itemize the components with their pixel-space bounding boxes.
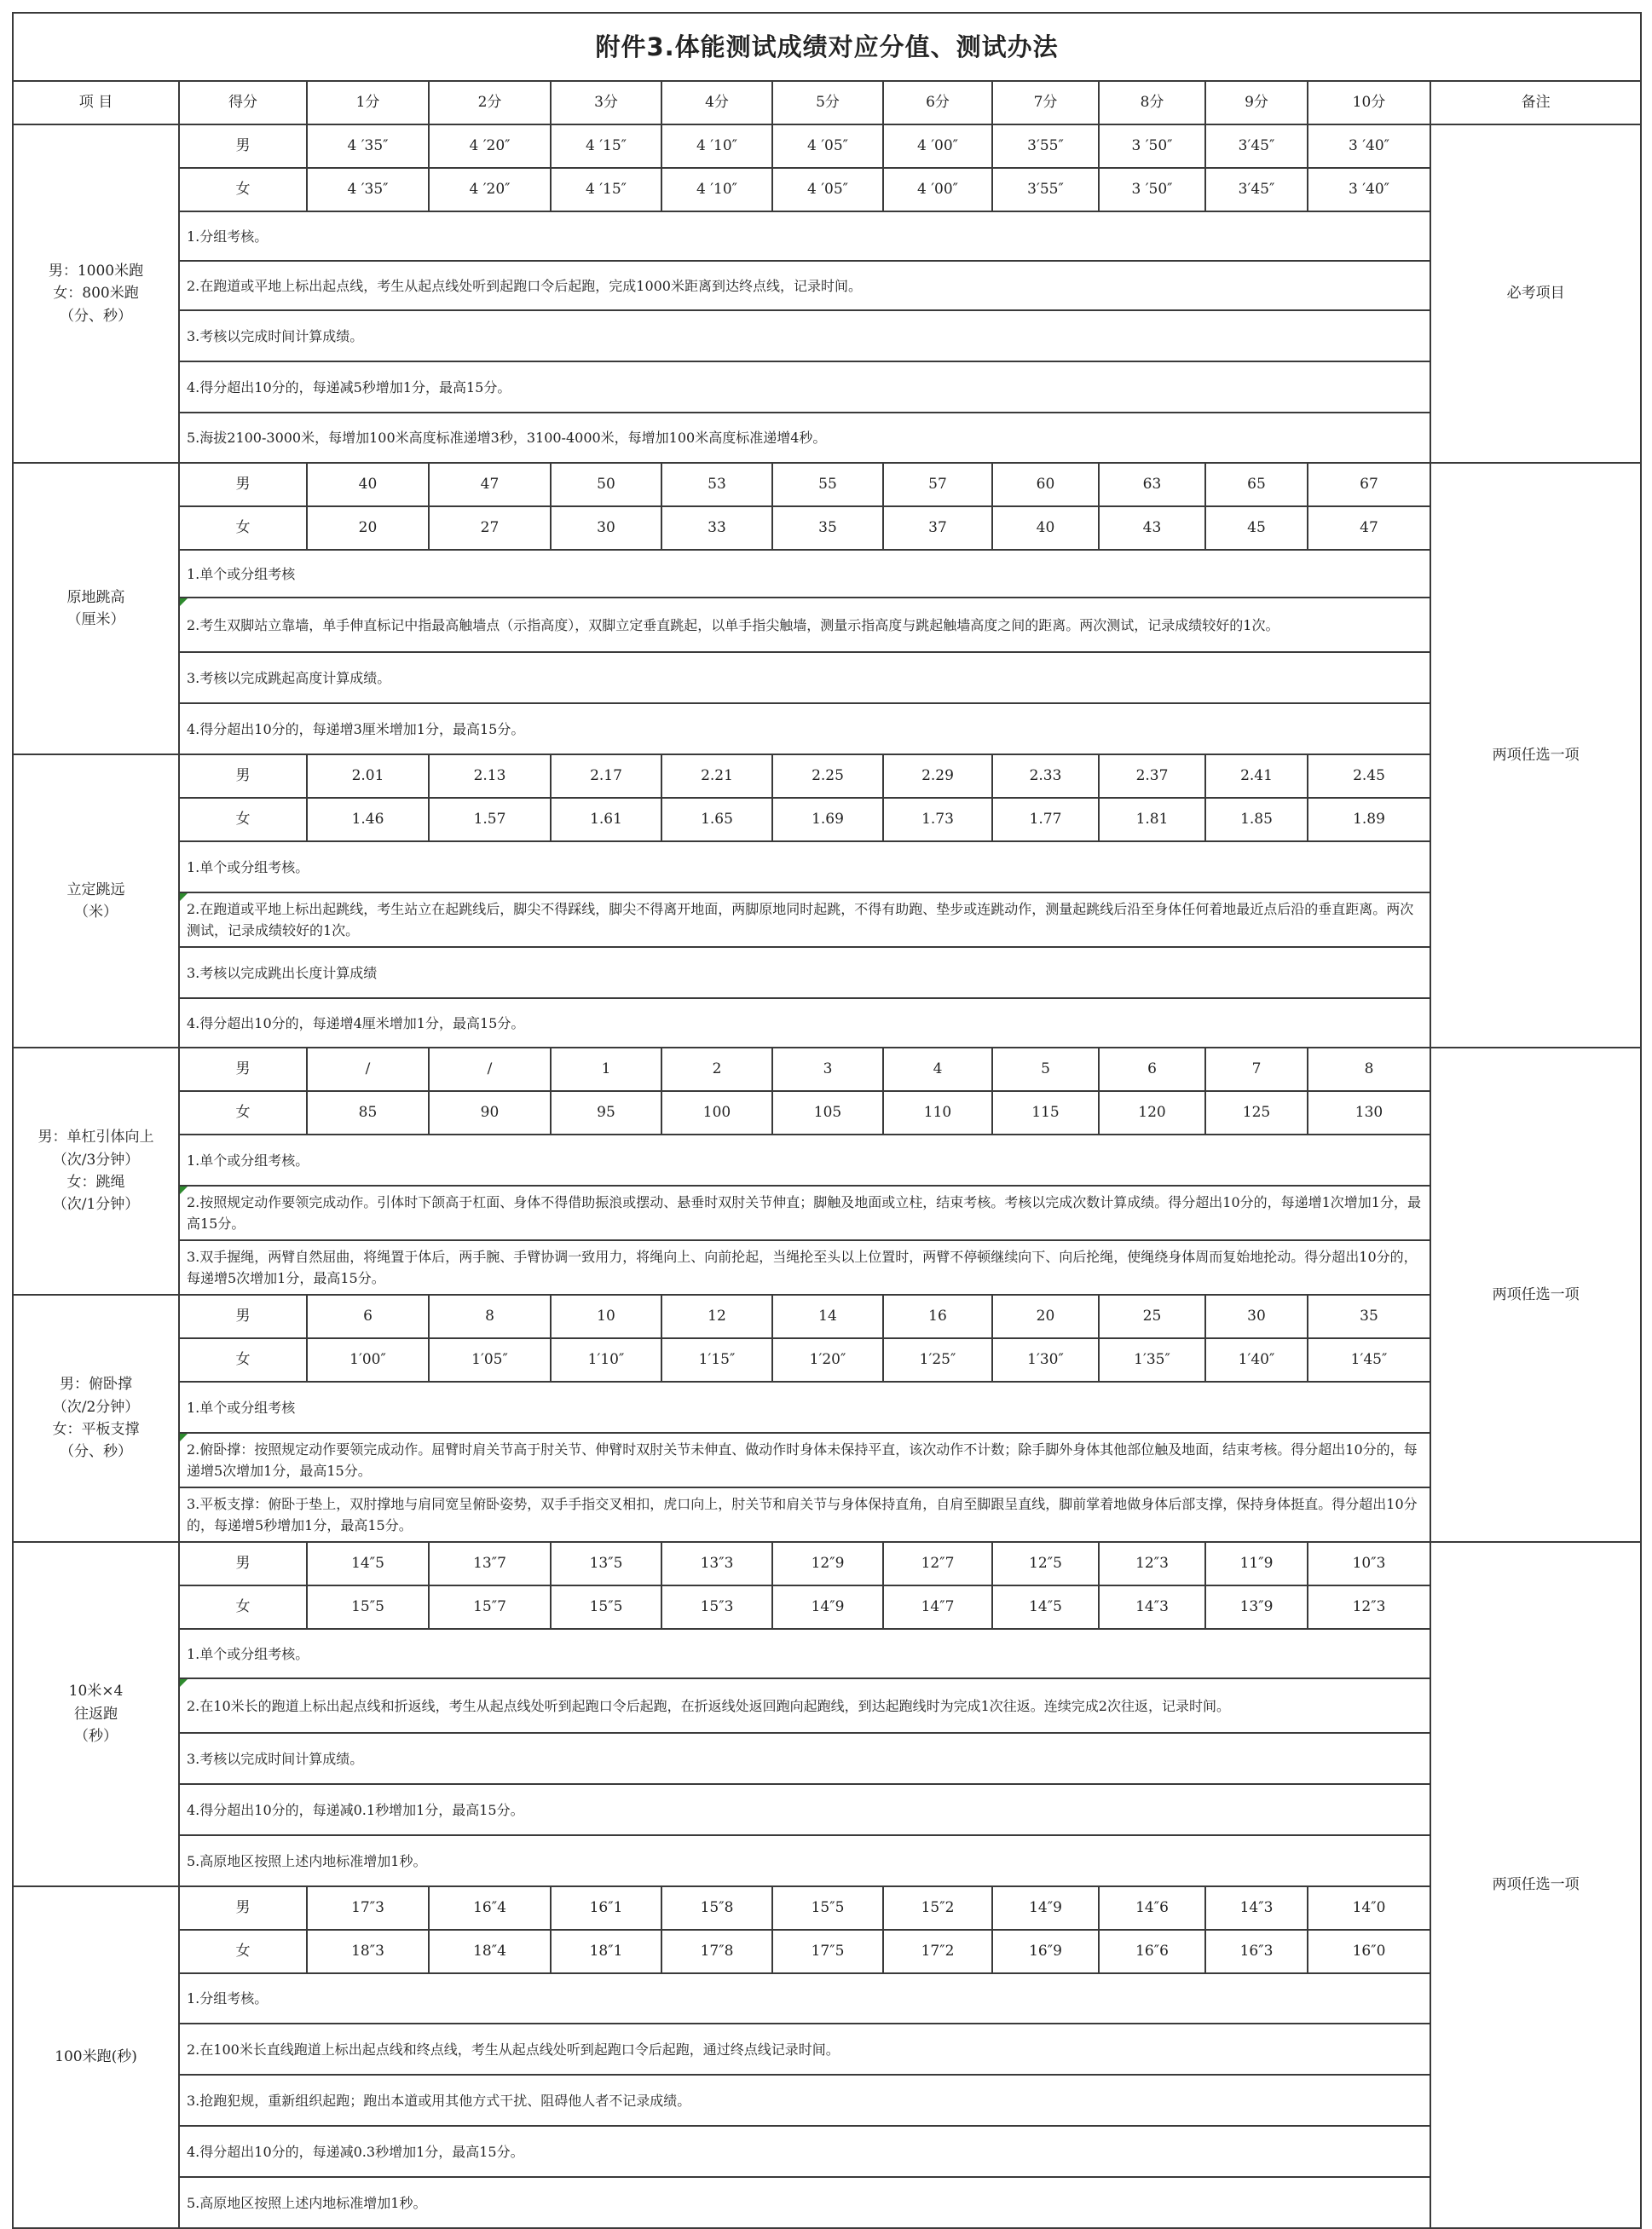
score-value: 85	[307, 1091, 429, 1135]
score-value: 14″0	[1308, 1886, 1430, 1930]
note-row	[13, 1487, 1641, 1542]
item-label: 男：单杠引体向上	[38, 1129, 154, 1146]
score-value: 105	[772, 1091, 883, 1135]
score-value: 2.41	[1205, 754, 1308, 798]
score-value: 4 ′15″	[551, 124, 661, 168]
score-value: 17″8	[661, 1930, 772, 1973]
test-method-note: 2.在跑道或平地上标出起点线，考生从起点线处听到起跑口令后起跑，完成1000米距离到达终点线，记录时间。	[179, 261, 1430, 310]
table-row	[13, 168, 1641, 211]
score-value: 13″5	[551, 1542, 661, 1585]
score-value: 14	[772, 1295, 883, 1338]
score-value: 47	[429, 463, 551, 506]
score-value: 35	[1308, 1295, 1430, 1338]
header-point: 2分	[429, 81, 551, 124]
gender-label: 男	[179, 463, 307, 506]
score-value: 4 ′20″	[429, 168, 551, 211]
score-value: 18″3	[307, 1930, 429, 1973]
score-value: 16″4	[429, 1886, 551, 1930]
header-point: 7分	[992, 81, 1099, 124]
note-row	[13, 892, 1641, 947]
score-value: 3	[772, 1048, 883, 1091]
remark-cell: 两项任选一项	[1430, 1542, 1641, 2228]
score-value: 4 ′00″	[883, 124, 992, 168]
note-row	[13, 998, 1641, 1048]
test-method-note: 1.分组考核。	[179, 1973, 1430, 2024]
score-value: 12″7	[883, 1542, 992, 1585]
test-method-note: 3.平板支撑：俯卧于垫上，双肘撑地与肩同宽呈俯卧姿势，双手手指交叉相扣，虎口向上，肘关节和肩关节与身体保持直角，自肩至脚跟呈直线，脚前掌着地做身体后部支撑，保持身体挺直。得分超出10分的，每递增5秒增加1分，最高15分。	[179, 1487, 1430, 1542]
score-value: 13″7	[429, 1542, 551, 1585]
score-value: 4 ′05″	[772, 168, 883, 211]
score-value: 4 ′35″	[307, 168, 429, 211]
test-method-note: 1.单个或分组考核。	[179, 1629, 1430, 1678]
score-value: 37	[883, 506, 992, 550]
gender-label: 女	[179, 1338, 307, 1382]
item-cell	[13, 463, 179, 754]
gender-label: 男	[179, 1886, 307, 1930]
score-value: 115	[992, 1091, 1099, 1135]
score-value: 4 ′35″	[307, 124, 429, 168]
score-value: 1	[551, 1048, 661, 1091]
score-value: 53	[661, 463, 772, 506]
test-method-note: 4.得分超出10分的，每递增4厘米增加1分，最高15分。	[179, 998, 1430, 1048]
gender-label: 女	[179, 506, 307, 550]
score-value: 2	[661, 1048, 772, 1091]
score-value: 90	[429, 1091, 551, 1135]
score-value: /	[307, 1048, 429, 1091]
score-value: 14″3	[1099, 1585, 1205, 1629]
note-row	[13, 2024, 1641, 2075]
score-value: 15″5	[307, 1585, 429, 1629]
item-cell	[13, 1295, 179, 1542]
score-value: 2.17	[551, 754, 661, 798]
remark-cell: 两项任选一项	[1430, 1048, 1641, 1542]
score-value: 65	[1205, 463, 1308, 506]
table-row	[13, 1585, 1641, 1629]
score-value: 2.25	[772, 754, 883, 798]
score-value: 1.81	[1099, 798, 1205, 841]
score-value: 25	[1099, 1295, 1205, 1338]
test-method-note: 5.海拔2100-3000米，每增加100米高度标准递增3秒，3100-4000米，每增加100米高度标准递增4秒。	[179, 413, 1430, 463]
table-row	[13, 1295, 1641, 1338]
header-score: 得分	[179, 81, 307, 124]
score-value: 3 ′50″	[1099, 168, 1205, 211]
item-label: （分、秒）	[60, 1443, 132, 1461]
note-row	[13, 1733, 1641, 1784]
test-method-note: 4.得分超出10分的，每递减0.3秒增加1分，最高15分。	[179, 2126, 1430, 2177]
score-value: 3′45″	[1205, 124, 1308, 168]
test-method-note: 3.抢跑犯规，重新组织起跑；跑出本道或用其他方式干扰、阻碍他人者不记录成绩。	[179, 2075, 1430, 2126]
item-label: （秒）	[74, 1728, 118, 1746]
table-row	[13, 1886, 1641, 1930]
note-row	[13, 2126, 1641, 2177]
gender-label: 女	[179, 1930, 307, 1973]
note-row	[13, 261, 1641, 310]
score-value: 27	[429, 506, 551, 550]
score-value: 110	[883, 1091, 992, 1135]
page-title: 附件3.体能测试成绩对应分值、测试办法	[13, 13, 1641, 81]
score-value: 1.61	[551, 798, 661, 841]
table-row	[13, 798, 1641, 841]
score-value: 14″5	[307, 1542, 429, 1585]
score-value: 6	[307, 1295, 429, 1338]
header-point: 9分	[1205, 81, 1308, 124]
score-value: 130	[1308, 1091, 1430, 1135]
test-method-note: 5.高原地区按照上述内地标准增加1秒。	[179, 1835, 1430, 1886]
score-value: 20	[307, 506, 429, 550]
item-cell	[13, 1886, 179, 2228]
header-point: 10分	[1308, 81, 1430, 124]
header-point: 6分	[883, 81, 992, 124]
note-row	[13, 2177, 1641, 2228]
gender-label: 女	[179, 1091, 307, 1135]
score-sheet	[12, 12, 1640, 2229]
item-label: 原地跳高	[66, 588, 125, 606]
score-value: 5	[992, 1048, 1099, 1091]
score-value: 4 ′10″	[661, 124, 772, 168]
score-value: 1.85	[1205, 798, 1308, 841]
score-value: 3′45″	[1205, 168, 1308, 211]
title-row	[13, 13, 1641, 81]
item-cell	[13, 754, 179, 1048]
note-row	[13, 1382, 1641, 1433]
table-row	[13, 506, 1641, 550]
note-row	[13, 1678, 1641, 1733]
score-value: 13″3	[661, 1542, 772, 1585]
test-method-note: 1.单个或分组考核。	[179, 1135, 1430, 1186]
note-row	[13, 598, 1641, 652]
score-value: 8	[429, 1295, 551, 1338]
score-value: 1.46	[307, 798, 429, 841]
item-cell	[13, 1542, 179, 1886]
score-value: 55	[772, 463, 883, 506]
score-value: 30	[1205, 1295, 1308, 1338]
header-point: 1分	[307, 81, 429, 124]
score-value: 1.89	[1308, 798, 1430, 841]
score-value: 17″3	[307, 1886, 429, 1930]
item-label: （米）	[74, 904, 118, 921]
score-value: 4 ′00″	[883, 168, 992, 211]
item-cell	[13, 1048, 179, 1295]
score-value: 6	[1099, 1048, 1205, 1091]
table-row	[13, 124, 1641, 168]
item-label: （厘米）	[66, 611, 125, 628]
item-label: 10米×4	[68, 1683, 124, 1701]
score-value: 30	[551, 506, 661, 550]
score-value: 2.13	[429, 754, 551, 798]
score-table	[12, 12, 1642, 2229]
score-value: 3 ′40″	[1308, 168, 1430, 211]
test-method-note: 4.得分超出10分的，每递减0.1秒增加1分，最高15分。	[179, 1784, 1430, 1835]
score-value: 15″5	[772, 1886, 883, 1930]
item-label: 女：平板支撑	[52, 1421, 140, 1438]
gender-label: 男	[179, 754, 307, 798]
gender-label: 男	[179, 1542, 307, 1585]
test-method-note: 2.按照规定动作要领完成动作。引体时下颌高于杠面、身体不得借助振浪或摆动、悬垂时双肘关节伸直；脚触及地面或立柱，结束考核。考核以完成次数计算成绩。得分超出10分的，每递增1次增加1分，最高15分。	[179, 1186, 1430, 1240]
score-value: 45	[1205, 506, 1308, 550]
header-item: 项 目	[13, 81, 179, 124]
score-value: 1.77	[992, 798, 1099, 841]
score-value: 120	[1099, 1091, 1205, 1135]
note-row	[13, 2075, 1641, 2126]
score-value: 12″9	[772, 1542, 883, 1585]
score-value: 3′55″	[992, 168, 1099, 211]
test-method-note: 5.高原地区按照上述内地标准增加1秒。	[179, 2177, 1430, 2228]
score-value: 1′05″	[429, 1338, 551, 1382]
test-method-note: 2.俯卧撑：按照规定动作要领完成动作。屈臂时肩关节高于肘关节、伸臂时双肘关节未伸直、做动作时身体未保持平直，该次动作不计数；除手脚外身体其他部位触及地面，结束考核。得分超出10分的，每递增5次增加1分，最高15分。	[179, 1433, 1430, 1487]
score-value: 20	[992, 1295, 1099, 1338]
score-value: 12″3	[1308, 1585, 1430, 1629]
item-label: 往返跑	[74, 1705, 118, 1723]
score-value: 14″3	[1205, 1886, 1308, 1930]
header-row	[13, 81, 1641, 124]
score-value: 18″1	[551, 1930, 661, 1973]
table-row	[13, 754, 1641, 798]
score-value: 4 ′05″	[772, 124, 883, 168]
test-method-note: 3.考核以完成时间计算成绩。	[179, 1733, 1430, 1784]
score-value: 12″5	[992, 1542, 1099, 1585]
test-method-note: 2.在跑道或平地上标出起跳线，考生站立在起跳线后，脚尖不得踩线，脚尖不得离开地面，两脚原地同时起跳，不得有助跑、垫步或连跳动作，测量起跳线后沿至身体任何着地最近点后沿的垂直距离。两次测试，记录成绩较好的1次。	[179, 892, 1430, 947]
score-value: 1.57	[429, 798, 551, 841]
score-value: 1′00″	[307, 1338, 429, 1382]
note-row	[13, 652, 1641, 703]
score-value: 17″2	[883, 1930, 992, 1973]
score-value: 14″9	[992, 1886, 1099, 1930]
score-value: 15″7	[429, 1585, 551, 1629]
item-label: 女：跳绳	[66, 1174, 125, 1191]
test-method-note: 3.考核以完成跳起高度计算成绩。	[179, 652, 1430, 703]
score-value: 1.73	[883, 798, 992, 841]
score-value: 1′45″	[1308, 1338, 1430, 1382]
score-value: 14″9	[772, 1585, 883, 1629]
table-row	[13, 463, 1641, 506]
score-value: 40	[307, 463, 429, 506]
note-row	[13, 1784, 1641, 1835]
test-method-note: 1.单个或分组考核	[179, 550, 1430, 598]
score-value: 12	[661, 1295, 772, 1338]
score-value: 11″9	[1205, 1542, 1308, 1585]
score-value: 15″2	[883, 1886, 992, 1930]
score-value: 67	[1308, 463, 1430, 506]
score-value: 12″3	[1099, 1542, 1205, 1585]
score-value: 4 ′10″	[661, 168, 772, 211]
score-value: 8	[1308, 1048, 1430, 1091]
table-row	[13, 1542, 1641, 1585]
score-value: 100	[661, 1091, 772, 1135]
test-method-note: 1.分组考核。	[179, 211, 1430, 261]
item-label: 立定跳远	[66, 881, 125, 898]
header-remark: 备注	[1430, 81, 1641, 124]
item-label: 100米跑(秒)	[55, 2048, 137, 2066]
score-value: 4 ′20″	[429, 124, 551, 168]
test-method-note: 2.考生双脚站立靠墙，单手伸直标记中指最高触墙点（示指高度），双脚立定垂直跳起，以单手指尖触墙，测量示指高度与跳起触墙高度之间的距离。两次测试，记录成绩较好的1次。	[179, 598, 1430, 652]
score-value: 1′30″	[992, 1338, 1099, 1382]
score-value: 16″0	[1308, 1930, 1430, 1973]
score-value: 16	[883, 1295, 992, 1338]
test-method-note: 3.考核以完成时间计算成绩。	[179, 310, 1430, 361]
score-value: 3 ′50″	[1099, 124, 1205, 168]
remark-cell: 两项任选一项	[1430, 463, 1641, 1048]
score-value: 2.29	[883, 754, 992, 798]
score-value: 1′25″	[883, 1338, 992, 1382]
item-label: 男：俯卧撑	[60, 1376, 132, 1394]
header-point: 4分	[661, 81, 772, 124]
score-value: 33	[661, 506, 772, 550]
score-value: 15″3	[661, 1585, 772, 1629]
item-cell	[13, 124, 179, 463]
score-value: 18″4	[429, 1930, 551, 1973]
score-value: 13″9	[1205, 1585, 1308, 1629]
score-value: 2.37	[1099, 754, 1205, 798]
gender-label: 女	[179, 1585, 307, 1629]
score-value: 10	[551, 1295, 661, 1338]
score-value: 3 ′40″	[1308, 124, 1430, 168]
score-value: 7	[1205, 1048, 1308, 1091]
score-value: 125	[1205, 1091, 1308, 1135]
score-value: 2.33	[992, 754, 1099, 798]
score-value: 16″6	[1099, 1930, 1205, 1973]
score-value: 16″1	[551, 1886, 661, 1930]
score-value: 4	[883, 1048, 992, 1091]
score-value: 15″8	[661, 1886, 772, 1930]
item-label: （次/1分钟）	[52, 1196, 140, 1214]
note-row	[13, 1629, 1641, 1678]
score-value: 1.69	[772, 798, 883, 841]
note-row	[13, 211, 1641, 261]
score-value: 14″6	[1099, 1886, 1205, 1930]
gender-label: 女	[179, 168, 307, 211]
table-row	[13, 1930, 1641, 1973]
score-value: 47	[1308, 506, 1430, 550]
score-value: 43	[1099, 506, 1205, 550]
gender-label: 女	[179, 798, 307, 841]
note-row	[13, 1973, 1641, 2024]
score-value: 1′40″	[1205, 1338, 1308, 1382]
score-value: 35	[772, 506, 883, 550]
gender-label: 男	[179, 1048, 307, 1091]
item-label: （分、秒）	[60, 307, 132, 325]
gender-label: 男	[179, 124, 307, 168]
score-value: 63	[1099, 463, 1205, 506]
note-row	[13, 1835, 1641, 1886]
score-value: 1′20″	[772, 1338, 883, 1382]
item-label: 男：1000米跑	[48, 262, 144, 280]
score-value: 15″5	[551, 1585, 661, 1629]
table-row	[13, 1048, 1641, 1091]
header-point: 5分	[772, 81, 883, 124]
score-value: 2.21	[661, 754, 772, 798]
score-value: 3′55″	[992, 124, 1099, 168]
test-method-note: 4.得分超出10分的，每递减5秒增加1分，最高15分。	[179, 361, 1430, 413]
score-value: 4 ′15″	[551, 168, 661, 211]
score-value: 50	[551, 463, 661, 506]
note-row	[13, 310, 1641, 361]
note-row	[13, 841, 1641, 892]
test-method-note: 2.在10米长的跑道上标出起点线和折返线，考生从起点线处听到起跑口令后起跑，在折返线处返回跑向起跑线，到达起跑线时为完成1次往返。连续完成2次往返，记录时间。	[179, 1678, 1430, 1733]
note-row	[13, 703, 1641, 754]
score-value: 60	[992, 463, 1099, 506]
table-row	[13, 1091, 1641, 1135]
note-row	[13, 361, 1641, 413]
header-point: 3分	[551, 81, 661, 124]
test-method-note: 3.双手握绳，两臂自然屈曲，将绳置于体后，两手腕、手臂协调一致用力，将绳向上、向前抡起，当绳抡至头以上位置时，两臂不停顿继续向下、向后抡绳，使绳绕身体周而复始地抡动。得分超出10分的，每递增5次增加1分，最高15分。	[179, 1240, 1430, 1295]
score-value: 2.45	[1308, 754, 1430, 798]
score-value: 95	[551, 1091, 661, 1135]
score-value: 16″3	[1205, 1930, 1308, 1973]
item-label: （次/3分钟）	[52, 1151, 140, 1169]
score-value: 17″5	[772, 1930, 883, 1973]
table-row	[13, 1338, 1641, 1382]
remark-cell: 必考项目	[1430, 124, 1641, 463]
header-point: 8分	[1099, 81, 1205, 124]
note-row	[13, 1186, 1641, 1240]
score-value: 1′35″	[1099, 1338, 1205, 1382]
score-value: 1′10″	[551, 1338, 661, 1382]
note-row	[13, 1240, 1641, 1295]
note-row	[13, 550, 1641, 598]
item-label: （次/2分钟）	[52, 1398, 140, 1416]
item-label: 女：800米跑	[53, 285, 139, 303]
score-value: 14″5	[992, 1585, 1099, 1629]
score-value: 1.65	[661, 798, 772, 841]
note-row	[13, 413, 1641, 463]
test-method-note: 4.得分超出10分的，每递增3厘米增加1分，最高15分。	[179, 703, 1430, 754]
score-value: 14″7	[883, 1585, 992, 1629]
score-value: 10″3	[1308, 1542, 1430, 1585]
note-row	[13, 1135, 1641, 1186]
score-value: 57	[883, 463, 992, 506]
score-value: 1′15″	[661, 1338, 772, 1382]
note-row	[13, 947, 1641, 998]
score-value: 40	[992, 506, 1099, 550]
gender-label: 男	[179, 1295, 307, 1338]
test-method-note: 1.单个或分组考核	[179, 1382, 1430, 1433]
note-row	[13, 1433, 1641, 1487]
score-value: 16″9	[992, 1930, 1099, 1973]
test-method-note: 1.单个或分组考核。	[179, 841, 1430, 892]
score-value: 2.01	[307, 754, 429, 798]
test-method-note: 2.在100米长直线跑道上标出起点线和终点线，考生从起点线处听到起跑口令后起跑，通过终点线记录时间。	[179, 2024, 1430, 2075]
score-value: /	[429, 1048, 551, 1091]
test-method-note: 3.考核以完成跳出长度计算成绩	[179, 947, 1430, 998]
